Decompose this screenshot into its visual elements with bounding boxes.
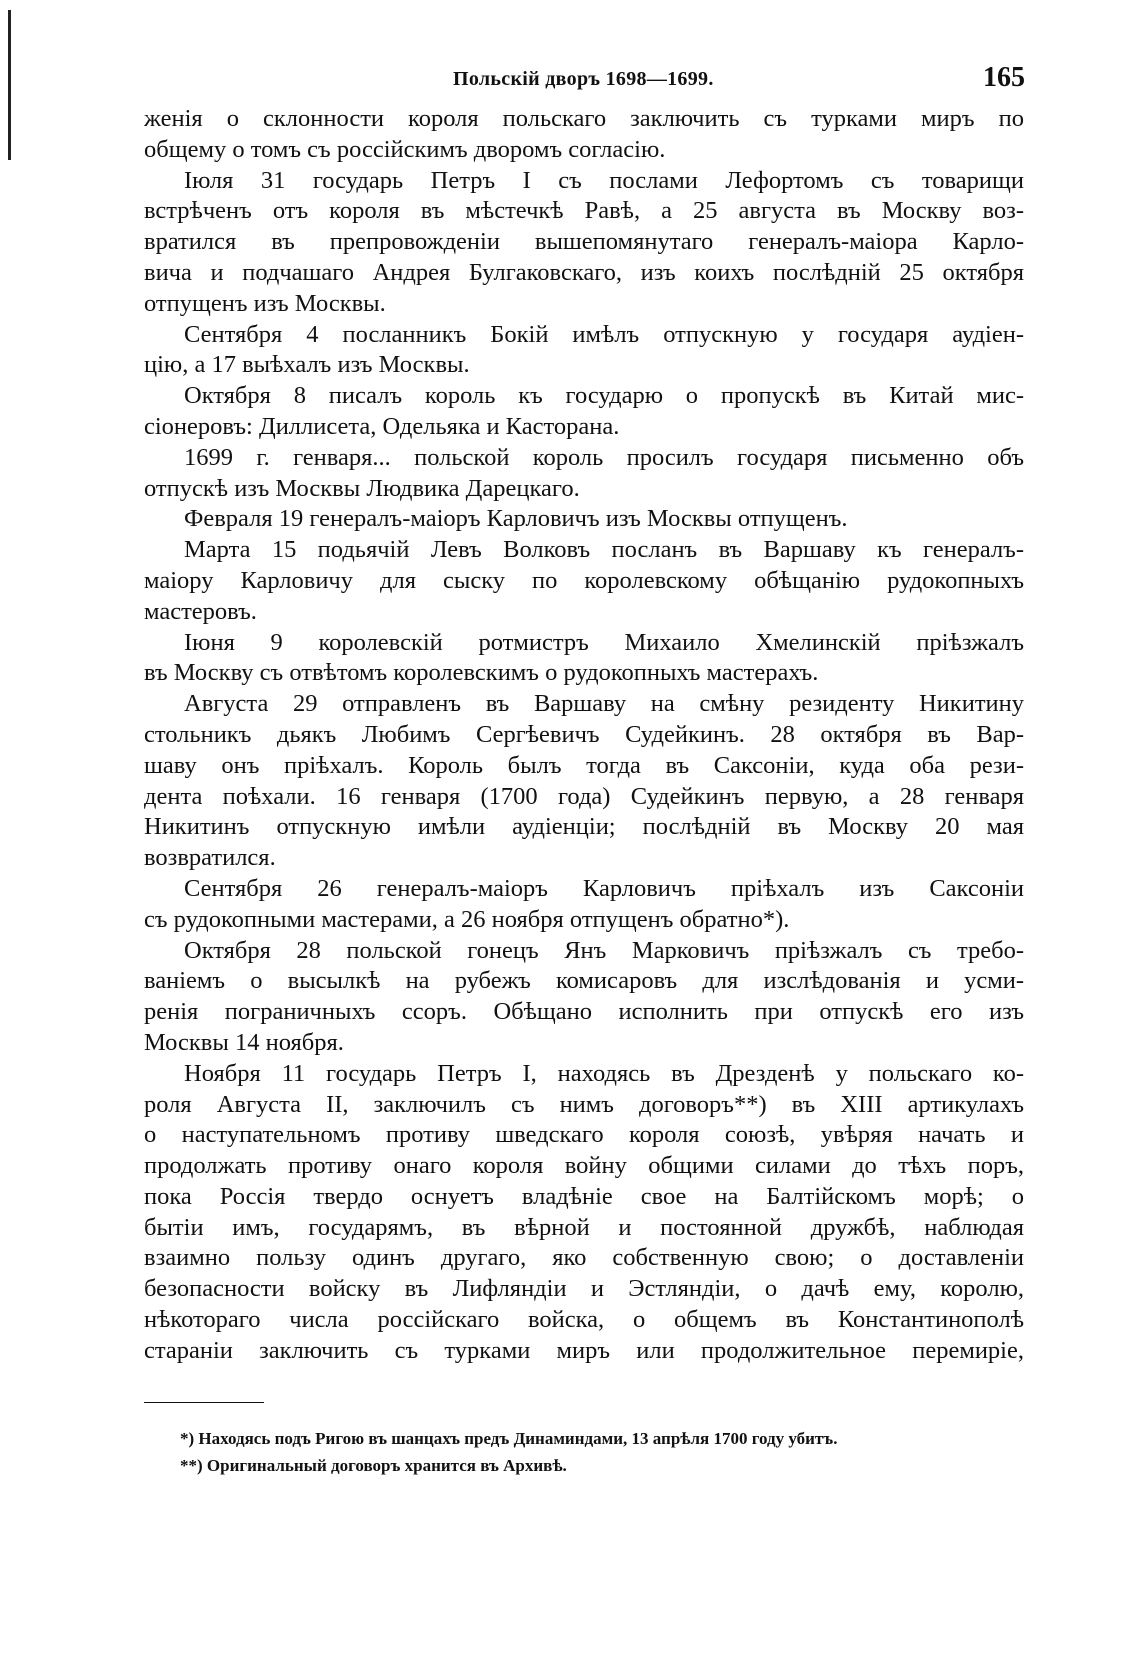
paragraph: [144, 320, 1024, 382]
paragraph: [144, 628, 1024, 690]
text-line: Августа 29 отправленъ въ Варшаву на смѣну резиденту Никитину: [184, 690, 1024, 718]
text-line: нѣкотораго числа россійскаго войска, о общемъ въ Константинополѣ: [144, 1306, 1024, 1334]
text-line: возвратился.: [144, 844, 276, 872]
text-line: Октября 28 польской гонецъ Янъ Марковичъ пріѣзжалъ съ требо-: [184, 936, 1024, 964]
text-line: общему о томъ съ россійскимъ дворомъ согласію.: [144, 135, 666, 163]
text-line: бытіи имъ, государямъ, въ вѣрной и постоянной дружбѣ, наблюдая: [144, 1213, 1024, 1241]
paragraph: [144, 874, 1024, 936]
text-line: отпущенъ изъ Москвы.: [144, 289, 386, 317]
text-line: стольникъ дьякъ Любимъ Сергѣевичъ Судейкинъ. 28 октября въ Вар-: [144, 720, 1024, 748]
running-head: [0, 62, 1140, 98]
text-line: о наступательномъ противу шведскаго короля союзѣ, увѣряя начать и: [144, 1121, 1024, 1149]
text-line: вича и подчашаго Андрея Булгаковскаго, изъ коихъ послѣдній 25 октября: [144, 258, 1024, 286]
paragraph: [144, 104, 1024, 166]
running-title: Польскій дворъ 1698—1699.: [453, 68, 714, 90]
text-line: роля Августа II, заключилъ съ нимъ договоръ**) въ XIII артикулахъ: [144, 1090, 1024, 1118]
text-line: продолжать противу онаго короля войну общими силами до тѣхъ поръ,: [144, 1152, 1024, 1180]
paragraph: [144, 689, 1024, 874]
text-line: стараніи заключить съ турками миръ или продолжительное перемиріе,: [144, 1336, 1024, 1364]
text-line: пока Россія твердо оснуетъ владѣніе свое на Балтійскомъ морѣ; о: [144, 1182, 1024, 1210]
text-line: ренія пограничныхъ ссоръ. Обѣщано исполнить при отпускѣ его изъ: [144, 998, 1024, 1026]
footnotes: [144, 1425, 1024, 1479]
text-line: Марта 15 подьячій Левъ Волковъ посланъ въ Варшаву къ генералъ-: [184, 536, 1024, 564]
text-line: Октября 8 писалъ король къ государю о пропускѣ въ Китай мис-: [184, 382, 1024, 410]
text-line: 1699 г. генваря... польской король просилъ государя письменно объ: [184, 443, 1024, 471]
paragraph: [144, 381, 1024, 443]
paragraph: [144, 936, 1024, 1059]
text-line: съ рудокопными мастерами, а 26 ноября отпущенъ обратно*).: [144, 905, 790, 933]
paragraph: [144, 166, 1024, 320]
text-line: Іюня 9 королевскій ротмистръ Михаило Хмелинскій пріѣзжалъ: [184, 628, 1024, 656]
text-line: маіору Карловичу для сыску по королевскому обѣщанію рудокопныхъ: [144, 566, 1024, 594]
paragraph: [144, 1059, 1024, 1367]
text-line: Сентября 4 посланникъ Бокій имѣлъ отпускную у государя аудіен-: [184, 320, 1024, 348]
footnote: **) Оригинальный договоръ хранится въ Архивѣ.: [180, 1456, 567, 1475]
text-line: Никитинъ отпускную имѣли аудіенціи; послѣдній въ Москву 20 мая: [144, 813, 1024, 841]
text-line: въ Москву съ отвѣтомъ королевскимъ о рудокопныхъ мастерахъ.: [144, 659, 819, 687]
text-line: мастеровъ.: [144, 597, 257, 625]
text-line: вратился въ препровожденіи вышепомянутаго генералъ-маіора Карло-: [144, 228, 1024, 256]
text-line: цію, а 17 выѣхалъ изъ Москвы.: [144, 351, 470, 379]
paragraph: [144, 443, 1024, 505]
text-line: безопасности войску въ Лифляндіи и Эстляндіи, о дачѣ ему, королю,: [144, 1275, 1024, 1303]
body-text: [144, 104, 1024, 1367]
footnote-rule: [144, 1402, 264, 1403]
text-line: Сентября 26 генералъ-маіоръ Карловичъ пріѣхалъ изъ Саксоніи: [184, 874, 1024, 902]
paragraph: [144, 535, 1024, 627]
text-line: встрѣченъ отъ короля въ мѣстечкѣ Равѣ, а 25 августа въ Москву воз-: [144, 197, 1024, 225]
text-line: Ноября 11 государь Петръ I, находясь въ Дрезденѣ у польскаго ко-: [184, 1059, 1024, 1087]
text-line: женія о склонности короля польскаго заключить съ турками миръ по: [144, 105, 1024, 132]
text-line: ваніемъ о высылкѣ на рубежъ комисаровъ для изслѣдованія и усми-: [144, 967, 1024, 995]
paragraph: [144, 504, 1024, 535]
text-line: Іюля 31 государь Петръ I съ послами Лефортомъ съ товарищи: [184, 166, 1024, 194]
text-line: Февраля 19 генералъ-маіоръ Карловичъ изъ Москвы отпущенъ.: [184, 505, 848, 533]
text-line: отпускѣ изъ Москвы Людвика Дарецкаго.: [144, 474, 580, 502]
footnote: *) Находясь подъ Ригою въ шанцахъ предъ Динаминдами, 13 апрѣля 1700 году убитъ.: [180, 1429, 838, 1448]
text-line: Москвы 14 ноября.: [144, 1028, 344, 1056]
text-line: взаимно пользу одинъ другаго, яко собственную свою; о доставленіи: [144, 1244, 1024, 1272]
text-line: шаву онъ пріѣхалъ. Король былъ тогда въ Саксоніи, куда оба рези-: [144, 751, 1024, 779]
text-line: сіонеровъ: Диллисета, Одельяка и Касторана.: [144, 412, 620, 440]
page-number: 165: [983, 62, 1025, 93]
text-line: дента поѣхали. 16 генваря (1700 года) Судейкинъ первую, а 28 генваря: [144, 782, 1024, 810]
